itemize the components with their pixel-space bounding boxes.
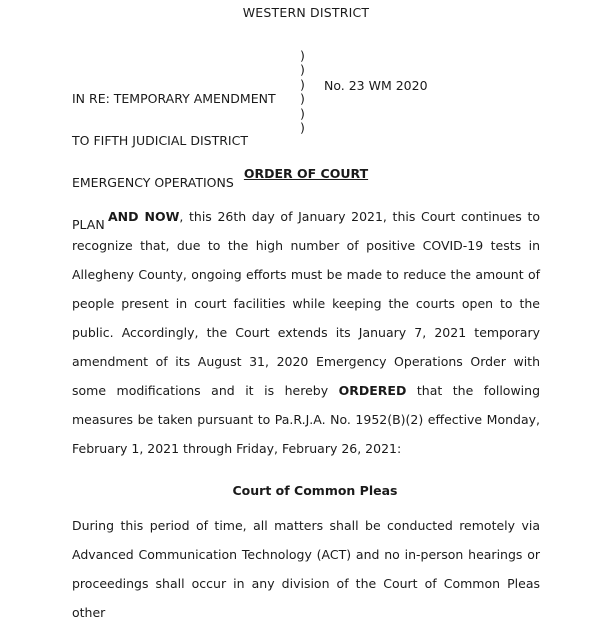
caption-line: TO FIFTH JUDICIAL DISTRICT xyxy=(72,133,248,148)
order-paragraph-1 xyxy=(72,202,540,463)
paragraph-text: , this 26th day of January 2021, this Court continues to recognize that, due to the high number of positive COVID-19 tests in Allegheny County, ongoing efforts must be made to reduce the amount of people present in court facilities while keeping the courts open to the public. Accordingly, the Court extends its January 7, 2021 temporary amendment of its August 31, 2020 Emergency Operations Order with some modifications and it is hereby xyxy=(72,209,540,398)
order-title: ORDER OF COURT xyxy=(243,166,369,181)
docket-number: No. 23 WM 2020 xyxy=(324,78,428,93)
district-heading: WESTERN DISTRICT xyxy=(242,5,370,20)
caption-line: IN RE: TEMPORARY AMENDMENT xyxy=(72,91,276,106)
caption-paren: ) xyxy=(300,76,305,92)
caption-paren: ) xyxy=(300,62,305,78)
and-now-lead: AND NOW xyxy=(108,209,180,224)
ordered-keyword: ORDERED xyxy=(338,383,407,398)
caption-parentheses xyxy=(300,49,305,135)
caption-line: EMERGENCY OPERATIONS xyxy=(72,175,234,190)
caption-paren: ) xyxy=(300,48,305,63)
caption-paren: ) xyxy=(300,91,305,107)
caption-paren: ) xyxy=(300,119,305,135)
paragraph-text: that the following measures be taken pursuant to Pa.R.J.A. No. 1952(B)(2) effective Monday, February 1, 2021 through Friday, February 26, 2021: xyxy=(72,383,540,456)
caption-line: PLAN xyxy=(72,217,105,232)
caption-paren: ) xyxy=(300,105,305,121)
section-heading: Court of Common Pleas xyxy=(232,483,398,498)
order-paragraph-2: During this period of time, all matters shall be conducted remotely via Advanced Communication Technology (ACT) and no in-person hearings or proceedings shall occur in any division of the Court of Common Pleas other xyxy=(72,518,540,620)
